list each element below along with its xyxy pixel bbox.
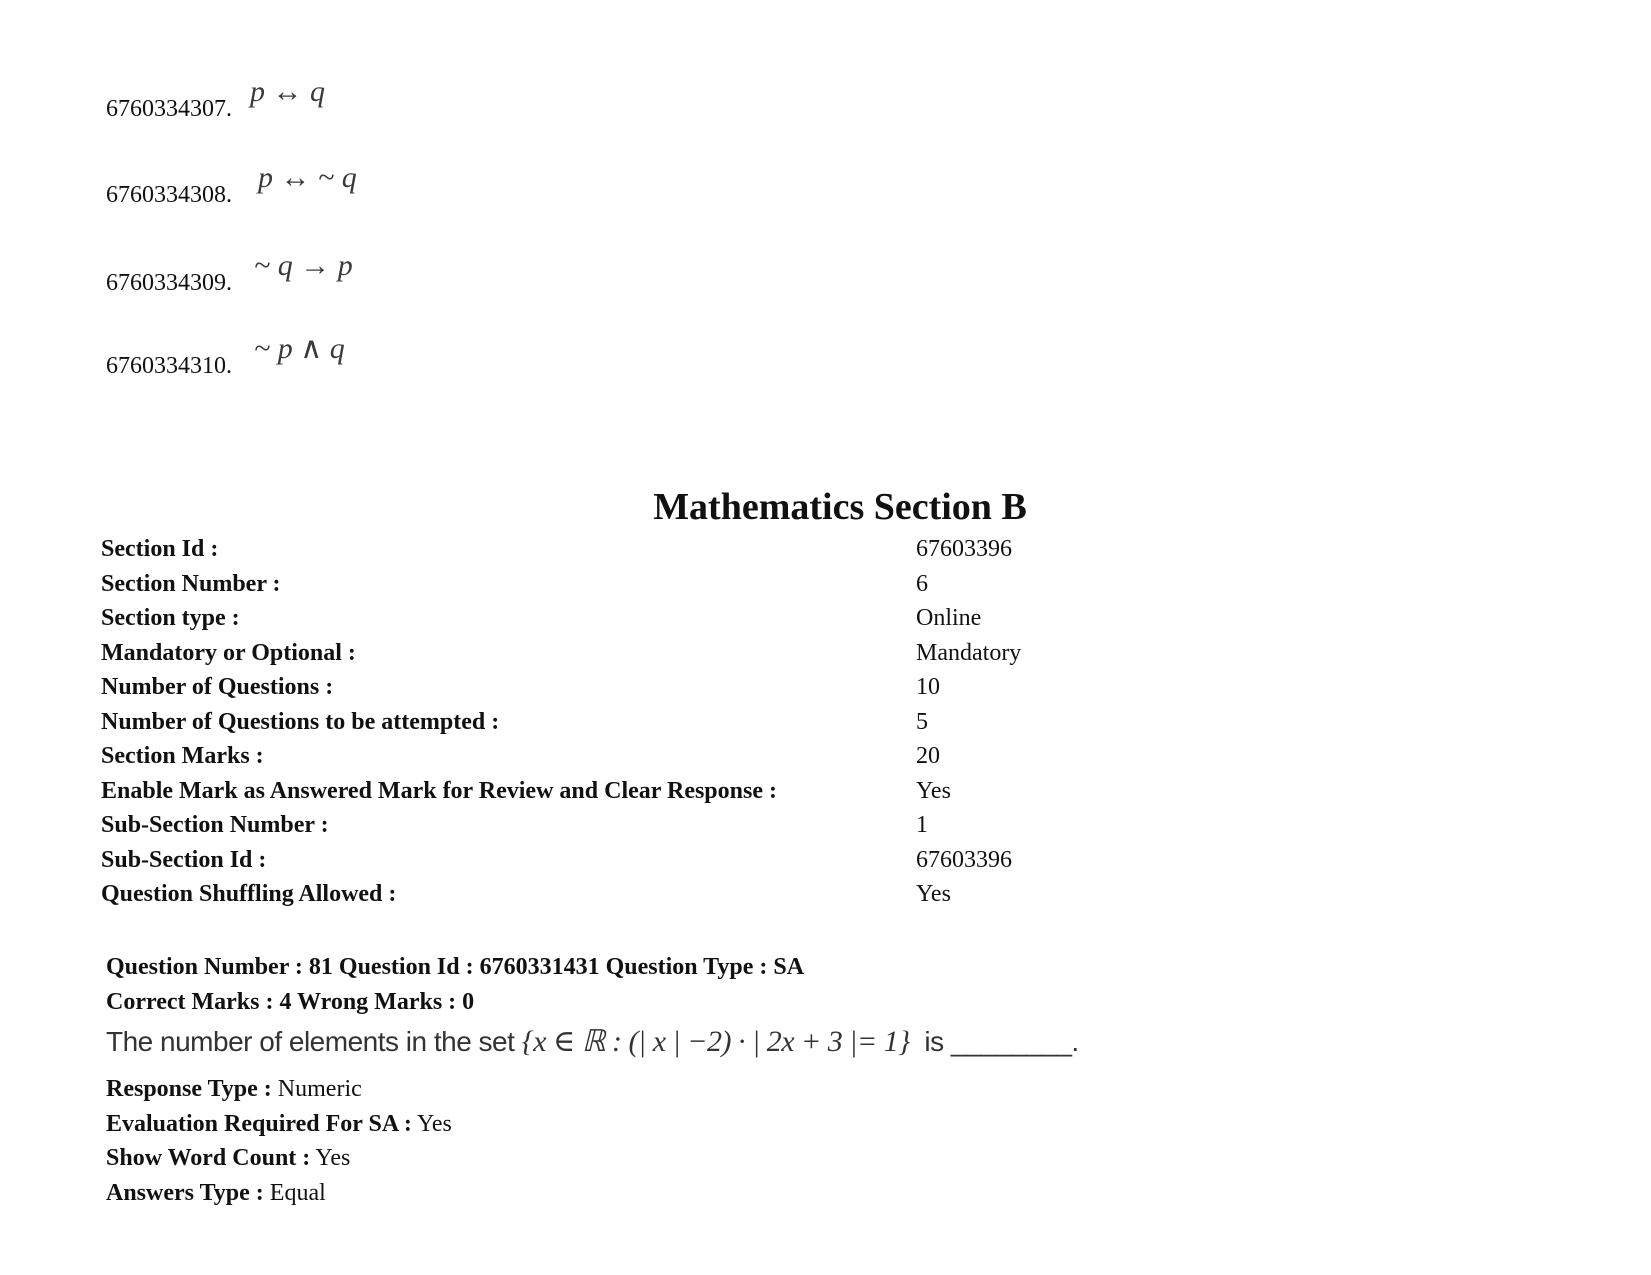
meta-value: Equal [269, 1179, 326, 1206]
question-text-after: is ________. [909, 1026, 1079, 1057]
question-meta-row [106, 1109, 1079, 1144]
info-value: 1 [916, 812, 928, 838]
meta-label: Evaluation Required For SA : [106, 1110, 412, 1137]
info-row [101, 672, 1101, 707]
option-formula: p ↔ q [250, 75, 325, 108]
info-row [101, 810, 1101, 845]
meta-label: Show Word Count : [106, 1145, 311, 1171]
question-block [106, 952, 1079, 1212]
option-item [106, 75, 606, 122]
question-header: Question Number : 81 Question Id : 6760331431 Question Type : SA [106, 954, 805, 980]
info-label: Section Marks : [101, 743, 264, 769]
info-row [101, 845, 1101, 880]
question-meta-row [106, 1074, 1079, 1109]
question-marks: Correct Marks : 4 Wrong Marks : 0 [106, 989, 475, 1015]
info-label: Enable Mark as Answered Mark for Review and Clear Response : [101, 777, 777, 804]
info-row [101, 879, 1101, 914]
info-row [101, 776, 1101, 811]
info-value: Mandatory [916, 639, 1022, 666]
option-item [106, 249, 606, 296]
question-text [106, 1024, 1079, 1074]
option-id: 6760334309. [106, 270, 232, 296]
option-formula: ~ q → p [254, 249, 353, 282]
info-row [101, 741, 1101, 776]
info-label: Sub-Section Number : [101, 812, 329, 838]
option-id: 6760334307. [106, 96, 232, 122]
info-row [101, 603, 1101, 638]
info-value: 67603396 [916, 846, 1012, 873]
meta-value: Yes [315, 1145, 351, 1171]
info-value: Online [916, 605, 982, 631]
info-row [101, 569, 1101, 604]
info-row [101, 534, 1101, 569]
option-item [106, 161, 606, 208]
info-value: Yes [916, 881, 951, 907]
option-id: 6760334310. [106, 353, 232, 379]
question-meta-row [106, 1143, 1079, 1178]
meta-label: Response Type : [106, 1076, 272, 1102]
info-value: Yes [916, 777, 951, 804]
info-value: 10 [916, 674, 940, 700]
info-label: Sub-Section Id : [101, 846, 267, 873]
info-label: Mandatory or Optional : [101, 639, 356, 666]
info-label: Number of Questions to be attempted : [101, 708, 500, 735]
option-formula: ~ p ∧ q [254, 332, 345, 365]
section-title: Mathematics Section B [653, 486, 1027, 528]
option-formula: p ↔ ~ q [258, 161, 357, 194]
info-row [101, 638, 1101, 673]
info-label: Number of Questions : [101, 674, 334, 700]
info-label: Question Shuffling Allowed : [101, 881, 397, 907]
meta-value: Yes [416, 1110, 452, 1137]
meta-value: Numeric [277, 1076, 362, 1102]
question-math: {x ∈ ℝ : (| x | −2) · | 2x + 3 |= 1} [521, 1025, 910, 1058]
option-id: 6760334308. [106, 182, 232, 208]
option-item [106, 332, 606, 379]
question-meta-row [106, 1178, 1079, 1213]
info-row [101, 707, 1101, 742]
meta-label: Answers Type : [106, 1179, 264, 1206]
question-text-before: The number of elements in the set [106, 1026, 522, 1057]
section-info-table [101, 534, 1101, 914]
info-value: 5 [916, 708, 928, 735]
info-label: Section Number : [101, 570, 281, 597]
info-value: 6 [916, 570, 928, 597]
info-value: 67603396 [916, 536, 1012, 562]
info-label: Section Id : [101, 536, 219, 562]
info-label: Section type : [101, 605, 240, 631]
info-value: 20 [916, 743, 940, 769]
